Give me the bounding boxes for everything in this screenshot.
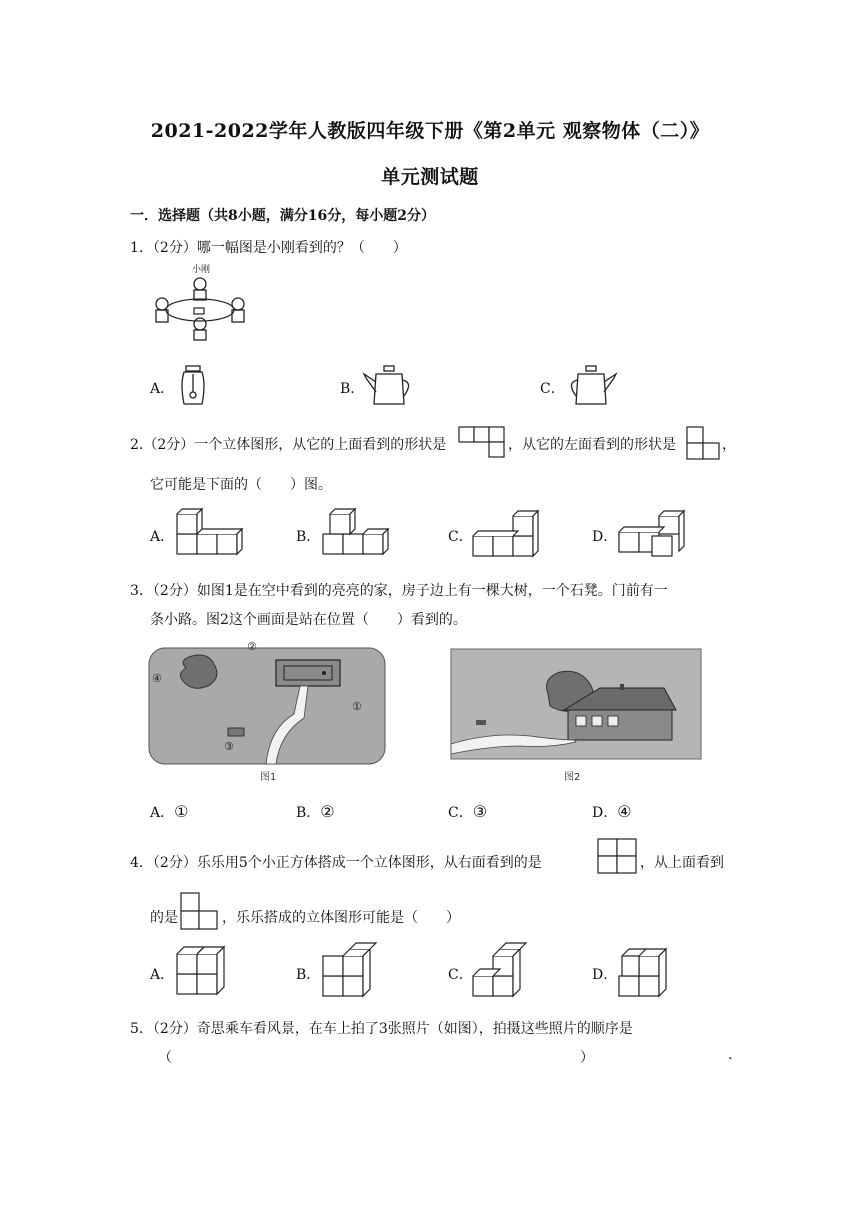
q3-figure1-aerial-map — [148, 638, 388, 788]
q4-text-c: 的是 — [150, 910, 178, 926]
q4-right-view-figure — [597, 838, 639, 876]
q4-option-d-cubes — [618, 942, 680, 998]
q2-text-a: 2.（2分）一个立体图形，从它的上面看到的形状是 — [130, 437, 447, 453]
q5-text-line1: 5．（2分）奇思乘车看风景，在车上拍了3张照片（如图），拍摄这些照片的顺序是 — [130, 1021, 633, 1037]
q3-option-b[interactable]: B．② — [296, 802, 335, 821]
q3-figure2-caption: 图2 — [564, 772, 581, 783]
q4-text-d: ，乐乐搭成的立体图形可能是（ ） — [222, 910, 460, 926]
q1-option-b-kettle-icon — [362, 364, 418, 408]
q2-option-b-cubes — [322, 508, 392, 556]
q2-option-a[interactable]: A． — [150, 529, 175, 545]
map-position-1: ① — [352, 700, 362, 713]
q1-option-c[interactable]: C． — [540, 381, 565, 397]
q4-option-b[interactable]: B． — [296, 967, 321, 983]
q3-text-line2: 条小路。图2这个画面是站在位置（ ）看到的。 — [150, 612, 467, 628]
q1-text: 1．（2分）哪一幅图是小刚看到的？（ ） — [130, 240, 407, 256]
q3-option-d[interactable]: D．④ — [592, 802, 632, 821]
q4-text-b: ，从上面看到 — [640, 855, 724, 871]
q2-left-view-figure — [686, 426, 720, 462]
q4-option-c-cubes — [472, 942, 534, 998]
q5-answer-open: （ — [158, 1050, 172, 1066]
q2-top-view-figure — [458, 426, 506, 458]
q2-option-b[interactable]: B． — [296, 529, 321, 545]
q2-text-c: ， — [722, 437, 736, 453]
map-position-2: ② — [247, 640, 257, 653]
q4-option-a-cubes — [176, 946, 238, 996]
person-icon — [156, 298, 168, 310]
section-heading: 一．选择题（共8小题，满分16分，每小题2分） — [130, 208, 435, 224]
q1-figure-label: 小刚 — [192, 265, 211, 275]
q2-text-line2: 它可能是下面的（ ）图。 — [150, 477, 332, 493]
q2-option-a-cubes — [176, 508, 246, 556]
q1-option-a-kettle-icon — [176, 364, 212, 408]
q4-option-a[interactable]: A． — [150, 967, 175, 983]
q4-option-b-cubes — [322, 942, 384, 998]
q1-option-b[interactable]: B． — [340, 381, 365, 397]
q3-figure2-scene — [450, 648, 706, 788]
doc-title-line1: 2021-2022学年人教版四年级下册《第2单元 观察物体（二）》 — [150, 120, 710, 142]
q4-option-d[interactable]: D． — [592, 967, 618, 983]
doc-title-line2: 单元测试题 — [381, 166, 479, 188]
tree-icon — [180, 655, 216, 688]
stone-bench-icon — [476, 720, 486, 725]
person-icon — [232, 298, 244, 310]
q2-option-d-cubes — [618, 506, 690, 558]
q4-top-view-figure — [180, 892, 220, 932]
q3-text-line1: 3．（2分）如图1是在空中看到的亮亮的家，房子边上有一棵大树，一个石凳。门前有一 — [130, 583, 668, 599]
q3-option-a[interactable]: A．① — [150, 802, 189, 821]
q5-answer-end: . — [728, 1047, 733, 1063]
q2-option-c[interactable]: C． — [448, 529, 473, 545]
q4-text-a: 4．（2分）乐乐用5个小正方体搭成一个立体图形，从右面看到的是 — [130, 855, 542, 871]
q2-text-b: ，从它的左面看到的形状是 — [508, 437, 676, 453]
stone-bench-icon — [228, 728, 244, 736]
q1-option-c-kettle-icon — [564, 364, 620, 408]
q4-option-c[interactable]: C． — [448, 967, 473, 983]
q1-table-figure — [150, 262, 250, 342]
q5-answer-close: ） — [580, 1050, 594, 1066]
q3-figure1-caption: 图1 — [260, 772, 277, 783]
map-position-3: ③ — [224, 740, 234, 753]
person-icon — [194, 278, 206, 290]
q1-option-a[interactable]: A． — [150, 381, 175, 397]
house-roof-icon — [276, 660, 340, 686]
q2-option-c-cubes — [472, 508, 544, 558]
map-position-4: ④ — [152, 672, 162, 685]
q2-option-d[interactable]: D． — [592, 529, 618, 545]
q3-option-c[interactable]: C．③ — [448, 802, 488, 821]
